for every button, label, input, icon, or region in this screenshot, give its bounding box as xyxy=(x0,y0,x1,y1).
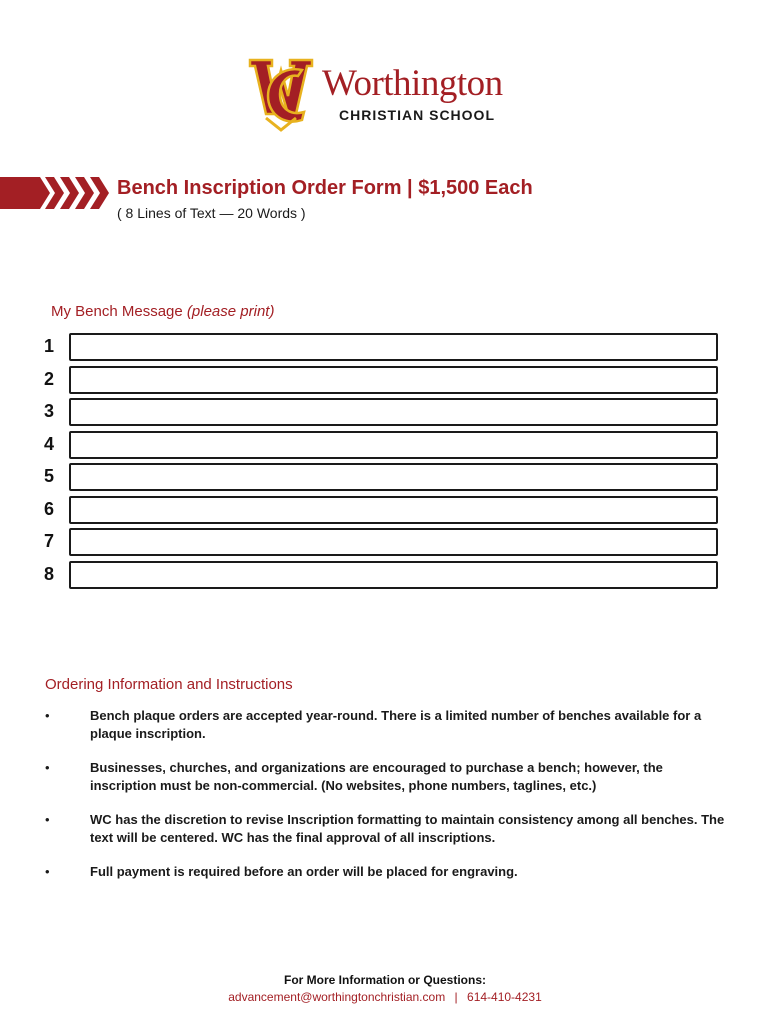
logo-subtitle: CHRISTIAN SCHOOL xyxy=(339,107,495,123)
instruction-text: Businesses, churches, and organizations are encouraged to purchase a bench; however, the inscription must be non-commercial. (No websites, phone numbers, taglines, etc.) xyxy=(90,760,663,793)
message-line-8-field[interactable] xyxy=(69,561,718,589)
instruction-text: Bench plaque orders are accepted year-round. There is a limited number of benches available for a plaque inscription. xyxy=(90,708,702,741)
message-line-row xyxy=(44,463,718,496)
title-banner-chevrons xyxy=(0,175,112,211)
line-number: 5 xyxy=(44,466,55,486)
message-label-hint: (please print) xyxy=(186,303,275,320)
message-label-text: My Bench Message xyxy=(51,303,183,320)
line-number: 1 xyxy=(44,336,55,356)
footer-contact xyxy=(0,990,770,1004)
bullet-dot: • xyxy=(45,812,50,827)
message-line-7-field[interactable] xyxy=(69,528,718,556)
message-line-3-field[interactable] xyxy=(69,398,718,426)
message-line-row xyxy=(44,366,718,399)
message-label xyxy=(51,303,274,320)
message-line-row xyxy=(44,496,718,529)
message-line-1-field[interactable] xyxy=(69,333,718,361)
message-line-4-field[interactable] xyxy=(69,431,718,459)
school-logo xyxy=(246,56,546,136)
message-lines xyxy=(44,333,718,593)
line-number: 8 xyxy=(44,563,55,584)
instructions-list xyxy=(45,707,725,897)
message-line-row xyxy=(44,561,718,594)
message-line-row xyxy=(44,528,718,561)
message-line-row xyxy=(44,333,718,366)
instruction-text: WC has the discretion to revise Inscription formatting to maintain consistency among all benches. The text will be centered. WC has the final approval of all inscriptions. xyxy=(90,812,725,845)
instruction-item xyxy=(45,863,725,881)
logo-name: Worthington xyxy=(322,63,503,104)
message-line-2-field[interactable] xyxy=(69,366,718,394)
message-line-row xyxy=(44,398,718,431)
instruction-item xyxy=(45,759,725,795)
line-number: 6 xyxy=(44,498,55,519)
footer-title: For More Information or Questions: xyxy=(283,973,486,987)
line-number: 4 xyxy=(44,433,55,454)
message-line-5-field[interactable] xyxy=(69,463,718,491)
bullet-dot: • xyxy=(45,864,50,879)
form-title: Bench Inscription Order Form | $1,500 Each xyxy=(117,177,533,199)
line-number: 7 xyxy=(44,531,55,551)
footer-email-link[interactable]: advancement@worthingtonchristian.com xyxy=(228,990,446,1004)
message-line-row xyxy=(44,431,718,464)
instruction-item xyxy=(45,707,725,743)
message-line-6-field[interactable] xyxy=(69,496,718,524)
instruction-text: Full payment is required before an order will be placed for engraving. xyxy=(90,864,518,879)
bullet-dot: • xyxy=(45,708,50,723)
line-number: 3 xyxy=(44,401,55,421)
bullet-dot: • xyxy=(45,760,50,775)
form-subtitle: ( 8 Lines of Text — 20 Words ) xyxy=(117,205,306,221)
wc-monogram-icon xyxy=(246,56,316,132)
footer-phone[interactable]: 614-410-4231 xyxy=(467,990,542,1004)
line-number: 2 xyxy=(44,368,55,389)
footer-separator: | xyxy=(454,990,458,1004)
instruction-item xyxy=(45,811,725,847)
instructions-heading: Ordering Information and Instructions xyxy=(45,676,293,693)
